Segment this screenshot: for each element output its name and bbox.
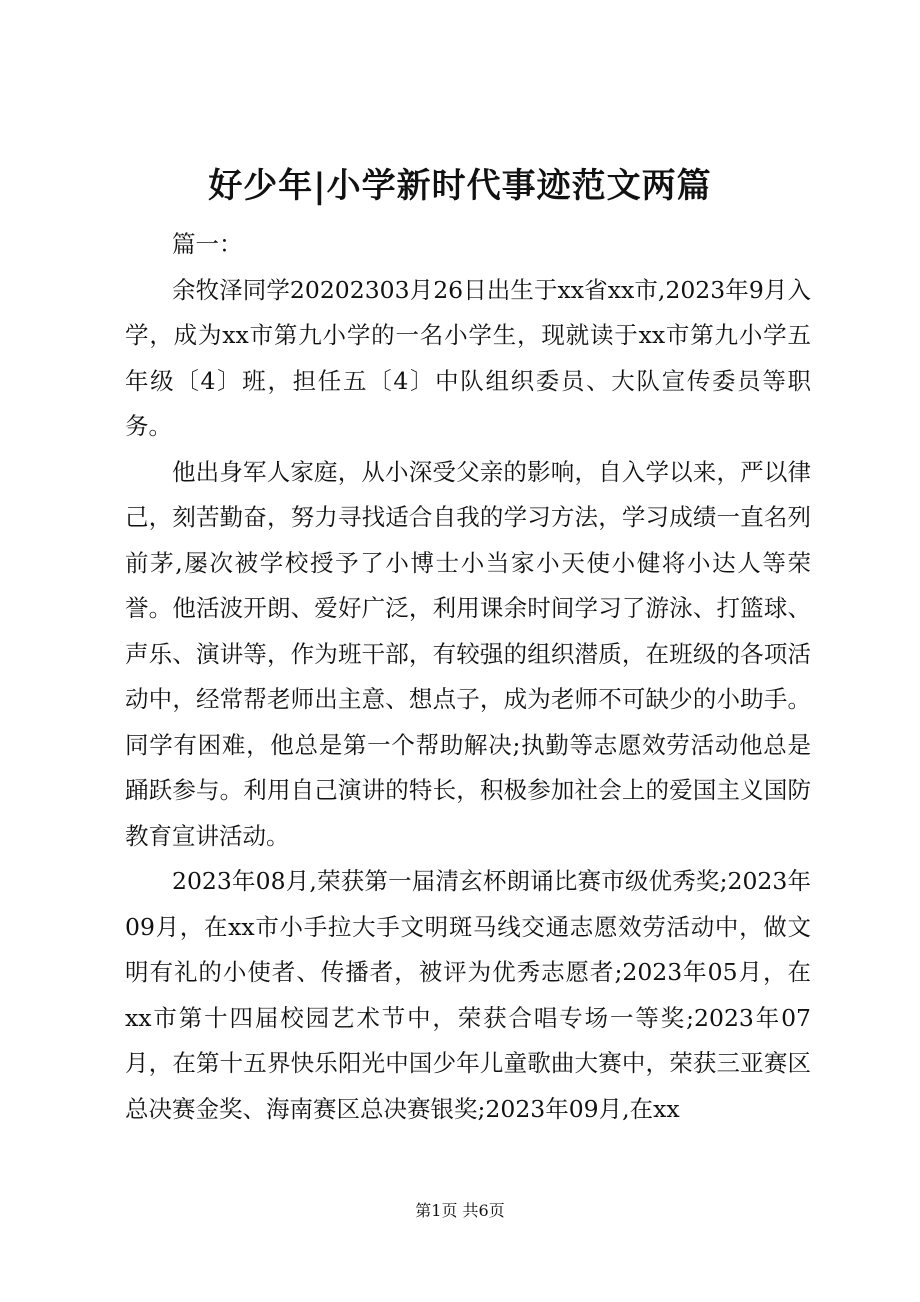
page-footer: 第1页 共6页 xyxy=(415,1201,505,1220)
paragraph-3: 2023年08月,荣获第一届清玄杯朗诵比赛市级优秀奖;2023年09月，在xx市小手拉大手文明斑马线交通志愿效劳活动中，做文明有礼的小使者、传播者，被评为优秀志愿者;2023年05月，在xx市第十四届校园艺术节中，荣获合唱专场一等奖;2023年07月，在第十五界快乐阳光中国少年儿童歌曲大赛中，荣获三亚赛区总决赛金奖、海南赛区总决赛银奖;2023年09月,在xx xyxy=(125,867,811,1123)
document-body xyxy=(125,222,811,1132)
paragraph-1: 余牧泽同学20202303月26日出生于xx省xx市,2023年9月入学，成为xx市第九小学的一名小学生，现就读于xx市第九小学五年级〔4〕班，担任五〔4〕中队组织委员、大队宣传委员等职务。 xyxy=(125,275,811,440)
section-label: 篇一： xyxy=(172,230,243,258)
paragraph-2: 他出身军人家庭，从小深受父亲的影响，自入学以来，严以律己，刻苦勤奋，努力寻找适合自我的学习方法，学习成绩一直名列前茅,屡次被学校授予了小博士小当家小天使小健将小达人等荣誉。他活波开朗、爱好广泛，利用课余时间学习了游泳、打篮球、声乐、演讲等，作为班干部，有较强的组织潜质，在班级的各项活动中，经常帮老师出主意、想点子，成为老师不可缺少的小助手。同学有困难，他总是第一个帮助解决;执勤等志愿效劳活动他总是踊跃参与。利用自己演讲的特长，积极参加社会上的爱国主义国防教育宣讲活动。 xyxy=(125,457,811,850)
document-title: 好少年|小学新时代事迹范文两篇 xyxy=(208,166,712,206)
